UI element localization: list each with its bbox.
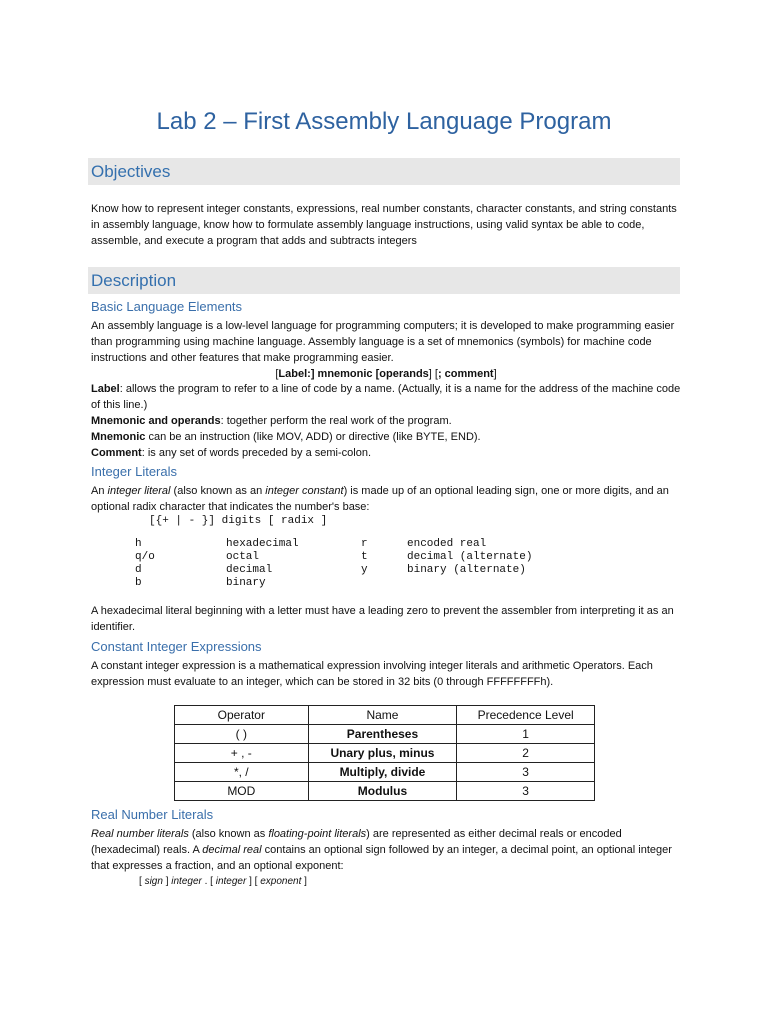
radix-name: decimal (alternate) bbox=[407, 551, 533, 563]
radix-name: encoded real bbox=[407, 538, 487, 550]
table-cell: Unary plus, minus bbox=[308, 744, 457, 763]
radix-code: r bbox=[361, 538, 368, 550]
label-definition bbox=[91, 381, 681, 413]
description-heading: Description bbox=[88, 267, 680, 294]
table-cell: + , - bbox=[175, 744, 309, 763]
text-run: An bbox=[91, 485, 108, 497]
mo-text: : together perform the real work of the program. bbox=[220, 415, 452, 427]
mo-term: Mnemonic and operands bbox=[91, 415, 221, 427]
term-integer-constant: integer constant bbox=[265, 485, 344, 497]
table-row bbox=[175, 782, 595, 801]
table-cell: MOD bbox=[175, 782, 309, 801]
label-term: Label bbox=[91, 383, 120, 395]
objectives-text: Know how to represent integer constants, expressions, real number constants, character constants, and string constants in assembly language, know how to formulate assembly language instructions, using valid syntax be able to code, assemble, and execute a program that adds and subtracts integers bbox=[91, 203, 677, 247]
table-header-cell: Operator bbox=[175, 706, 309, 725]
radix-code: b bbox=[135, 577, 142, 589]
text-run: ) are represented as either decimal reals or encoded (hexadecimal) reals. A bbox=[91, 828, 622, 856]
radix-code: q/o bbox=[135, 551, 155, 563]
table-cell: 3 bbox=[457, 782, 595, 801]
radix-name: decimal bbox=[226, 564, 273, 576]
integer-syntax: [{+ | - }] digits [ radix ] bbox=[149, 515, 328, 527]
syntax-part: ] [ bbox=[428, 368, 438, 380]
integer-literals-text bbox=[91, 483, 681, 515]
table-row bbox=[175, 725, 595, 744]
cm-term: Comment bbox=[91, 447, 142, 459]
hex-literal-note: A hexadecimal literal beginning with a letter must have a leading zero to prevent the assembler from interpreting it as an identifier. bbox=[91, 605, 674, 633]
constant-expressions-heading: Constant Integer Expressions bbox=[91, 639, 262, 654]
radix-name: binary bbox=[226, 577, 266, 589]
syntax-operands: operands bbox=[379, 368, 429, 380]
table-cell: *, / bbox=[175, 763, 309, 782]
radix-code: t bbox=[361, 551, 368, 563]
text-run: (also known as bbox=[188, 828, 269, 840]
mn-text: can be an instruction (like MOV, ADD) or directive (like BYTE, END). bbox=[145, 431, 481, 443]
term-integer-literal: integer literal bbox=[107, 485, 171, 497]
real-literals-heading: Real Number Literals bbox=[91, 807, 214, 822]
decimal-real-syntax: [ sign ] integer . [ integer ] [ exponent ] bbox=[139, 876, 307, 887]
comment-definition bbox=[91, 445, 681, 461]
term-decimal-real: decimal real bbox=[202, 844, 262, 856]
syntax-part: ] mnemonic [ bbox=[310, 368, 380, 380]
table-header-cell: Precedence Level bbox=[457, 706, 595, 725]
basic-intro: An assembly language is a low-level language for programming computers; it is developed to make programming easier than programming using machine language. Assembly language is a set of mnemonics (symbols) for machine code instructions and other features that make programming easier. bbox=[91, 320, 675, 364]
text-run: (also known as an bbox=[170, 485, 266, 497]
text-run: ) is made up of an optional leading sign, one or more digits, and an optional radix character that indicates the number's base: bbox=[91, 485, 669, 513]
radix-code: y bbox=[361, 564, 368, 576]
table-cell: Parentheses bbox=[308, 725, 457, 744]
table-row bbox=[175, 744, 595, 763]
basic-elements-heading: Basic Language Elements bbox=[91, 299, 243, 314]
mnemonic-definition bbox=[91, 429, 681, 445]
text-run: contains an optional sign followed by an integer, a decimal point, an optional integer that expresses a fraction, and an optional exponent: bbox=[91, 844, 672, 872]
mn-term: Mnemonic bbox=[91, 431, 146, 443]
instruction-syntax bbox=[91, 366, 681, 382]
table-header-cell: Name bbox=[308, 706, 457, 725]
table-cell: 1 bbox=[457, 725, 595, 744]
syntax-integer: integer bbox=[215, 876, 247, 887]
syntax-sign: sign bbox=[144, 876, 163, 887]
radix-name: hexadecimal bbox=[226, 538, 299, 550]
table-cell: Multiply, divide bbox=[308, 763, 457, 782]
syntax-label: Label: bbox=[278, 368, 311, 380]
syntax-integer: integer bbox=[171, 876, 202, 887]
table-cell: Modulus bbox=[308, 782, 457, 801]
syntax-comment: ; comment bbox=[437, 368, 494, 380]
syntax-exponent: exponent bbox=[260, 876, 302, 887]
radix-name: binary (alternate) bbox=[407, 564, 526, 576]
syntax-part: ] bbox=[493, 368, 497, 380]
constant-expressions-text: A constant integer expression is a mathematical expression involving integer literals and arithmetic Operators. Each expression must evaluate to an integer, which can be stored in 32 bits (0 through FFFFFFFFh). bbox=[91, 660, 653, 688]
page-title: Lab 2 – First Assembly Language Program bbox=[156, 108, 612, 135]
table-header-row bbox=[175, 706, 595, 725]
radix-code: h bbox=[135, 538, 142, 550]
mnemonic-operands-definition bbox=[91, 413, 681, 429]
radix-name: octal bbox=[226, 551, 260, 563]
syntax-part: [ bbox=[275, 368, 279, 380]
table-cell: 3 bbox=[457, 763, 595, 782]
term-real-number-literals: Real number literals bbox=[91, 828, 189, 840]
radix-code: d bbox=[135, 564, 142, 576]
term-floating-point-literals: floating-point literals bbox=[268, 828, 367, 840]
real-literals-text bbox=[91, 826, 681, 874]
operator-precedence-table bbox=[174, 705, 595, 801]
table-cell: ( ) bbox=[175, 725, 309, 744]
cm-text: : is any set of words preceded by a semi-colon. bbox=[141, 447, 372, 459]
label-text: : allows the program to refer to a line of code by a name. (Actually, it is a name for the address of the machine code of this line.) bbox=[91, 383, 681, 411]
integer-literals-heading: Integer Literals bbox=[91, 464, 177, 479]
objectives-heading: Objectives bbox=[88, 158, 680, 185]
table-cell: 2 bbox=[457, 744, 595, 763]
table-row bbox=[175, 763, 595, 782]
